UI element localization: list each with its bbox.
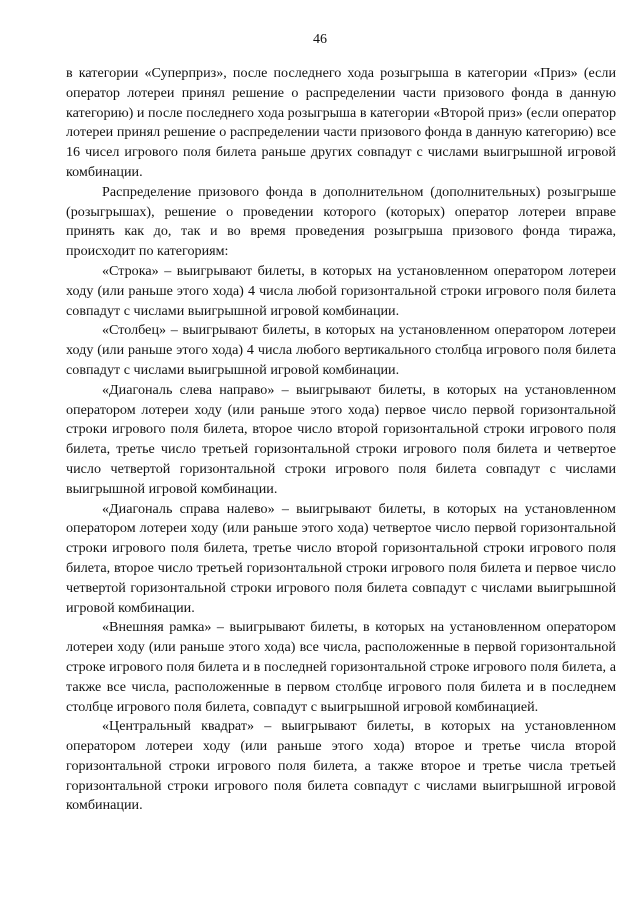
paragraph-continuation: в категории «Суперприз», после последнего хода розыгрыша в категории «Приз» (если оператор лотереи принял решение о распределении части призового фонда в данную категорию) и после последнего хода розыгрыша в категории «Второй приз» (если оператор лотереи принял решение о распределении части призового фонда в данную категорию) все 16 чисел игрового поля билета раньше других совпадут с числами выигрышной игровой комбинации. <box>66 65 616 180</box>
page-number: 46 <box>313 32 327 47</box>
paragraph-prize-distribution: Распределение призового фонда в дополнительном (дополнительных) розыгрыше (розыгрышах), решение о проведении которого (которых) оператор лотереи вправе принять как до, так и во время проведения розыгрыша призового фонда тиража, происходит по категориям: <box>66 183 616 260</box>
document-body <box>66 64 616 816</box>
paragraph-category-column: «Столбец» – выигрывают билеты, в которых на установленном оператором лотереи ходу (или раньше этого хода) 4 числа любого вертикального столбца игрового поля билета совпадут с числами выигрышной игровой комбинации. <box>66 322 616 378</box>
paragraph-category-outer-frame: «Внешняя рамка» – выигрывают билеты, в которых на установленном оператором лотереи ходу (или раньше этого хода) все числа, расположенные в первой горизонтальной строке игрового поля билета и в последней горизонтальной строке игрового поля билета, а также все числа, расположенные в первом столбце игрового поля билета и в последнем столбце игрового поля билета, совпадут с выигрышной игровой комбинацией. <box>66 619 616 715</box>
paragraph-category-diagonal-left-right: «Диагональ слева направо» – выигрывают билеты, в которых на установленном оператором лотереи ходу (или раньше этого хода) первое число первой горизонтальной строки игрового поля билета, второе число второй горизонтальной строки игрового поля билета, третье число третьей горизонтальной строки игрового поля билета и четвертое число четвертой горизонтальной строки игрового поля билета совпадут с числами выигрышной игровой комбинации. <box>66 381 616 497</box>
paragraph-category-central-square: «Центральный квадрат» – выигрывают билеты, в которых на установленном оператором лотереи ходу (или раньше этого хода) второе и третье числа второй горизонтальной строки игрового поля билета, а также второе и третье числа третьей горизонтальной строки игрового поля билета совпадут с числами выигрышной игровой комбинации. <box>66 718 616 814</box>
paragraph-category-row: «Строка» – выигрывают билеты, в которых на установленном оператором лотереи ходу (или раньше этого хода) 4 числа любой горизонтальной строки игрового поля билета совпадут с числами выигрышной игровой комбинации. <box>66 262 616 319</box>
paragraph-category-diagonal-right-left: «Диагональ справа налево» – выигрывают билеты, в которых на установленном оператором лотереи ходу (или раньше этого хода) четвертое число первой горизонтальной строки игрового поля билета, третье число второй горизонтальной строки игрового поля билета, второе число третьей горизонтальной строки игрового поля билета и первое число четвертой горизонтальной строки игрового поля билета совпадут с числами выигрышной игровой комбинации. <box>66 500 616 616</box>
